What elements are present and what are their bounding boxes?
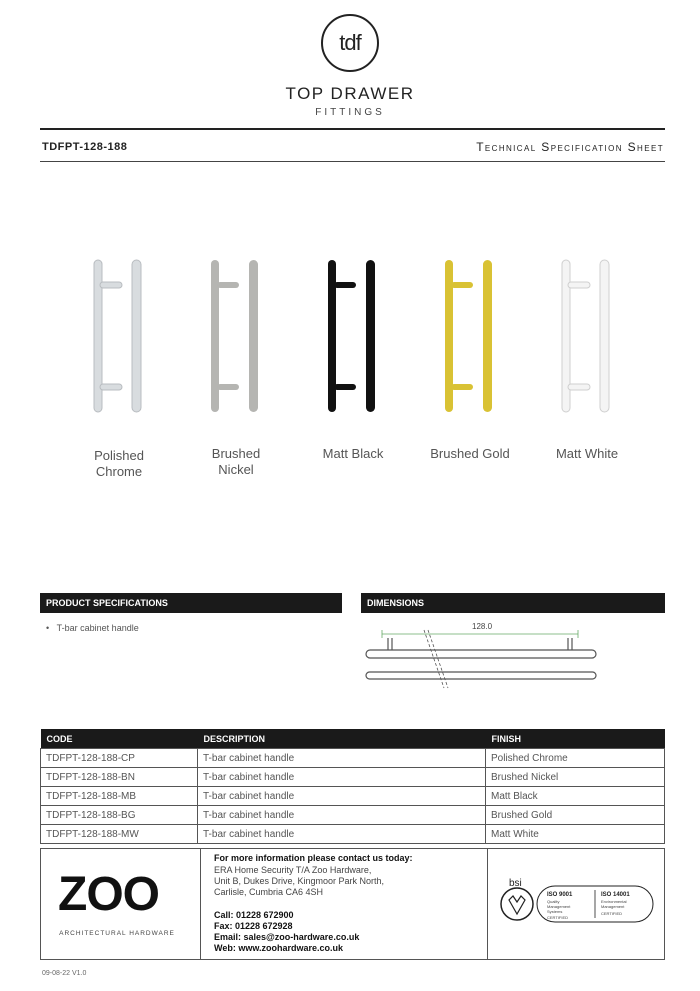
table-row <box>41 787 665 806</box>
cell-description: T-bar cabinet handle <box>198 787 486 806</box>
cell-description: T-bar cabinet handle <box>198 749 486 768</box>
cell-finish: Brushed Gold <box>486 806 665 825</box>
table-row <box>41 806 665 825</box>
header-code: CODE <box>41 729 198 749</box>
spec-item: • T-bar cabinet handle <box>46 623 139 633</box>
finish-label-polished-chrome: Polished Chrome <box>94 448 144 479</box>
sheet-title: Technical Specification Sheet <box>476 140 664 154</box>
finish-label-matt-white: Matt White <box>555 446 619 461</box>
svg-text:Environmental: Environmental <box>601 899 627 904</box>
cell-finish: Matt Black <box>486 787 665 806</box>
svg-text:ISO 14001: ISO 14001 <box>601 892 630 898</box>
svg-text:Management: Management <box>601 904 625 909</box>
table-row <box>41 768 665 787</box>
svg-text:Management: Management <box>547 904 571 909</box>
cell-code: TDFPT-128-188-MB <box>41 787 198 806</box>
handle-image-matt-white <box>556 256 616 416</box>
footer-divider <box>487 848 488 960</box>
cell-code: TDFPT-128-188-CP <box>41 749 198 768</box>
brand-name: TOP DRAWER <box>285 84 415 103</box>
dimensions-header: DIMENSIONS <box>361 593 665 613</box>
svg-text:CERTIFIED: CERTIFIED <box>601 911 623 916</box>
cell-finish: Brushed Nickel <box>486 768 665 787</box>
finish-label-brushed-gold: Brushed Gold <box>430 446 510 461</box>
svg-text:ISO 9001: ISO 9001 <box>547 892 573 898</box>
contact-email[interactable]: Email: sales@zoo-hardware.co.uk <box>214 932 360 942</box>
dimension-value: 128.0 <box>472 622 493 631</box>
cell-finish: Matt White <box>486 825 665 844</box>
cell-description: T-bar cabinet handle <box>198 768 486 787</box>
handle-image-matt-black <box>322 256 382 416</box>
product-code: TDFPT-128-188 <box>42 141 128 153</box>
contact-address-1: ERA Home Security T/A Zoo Hardware, <box>214 865 372 875</box>
certification-marks <box>497 872 657 932</box>
table-row <box>41 825 665 844</box>
svg-text:Quality: Quality <box>547 899 560 904</box>
product-specs-header: PRODUCT SPECIFICATIONS <box>40 593 342 613</box>
contact-heading: For more information please contact us today: <box>214 853 413 863</box>
svg-text:Systems: Systems <box>547 909 563 914</box>
dimensions-drawing <box>362 616 602 696</box>
table-header-row <box>41 729 665 749</box>
header-description: DESCRIPTION <box>198 729 486 749</box>
handle-bar-top <box>366 672 596 679</box>
bsi-label: bsi <box>509 878 522 889</box>
header-rule-top <box>40 128 665 130</box>
cell-description: T-bar cabinet handle <box>198 806 486 825</box>
handle-bar-side <box>366 650 596 658</box>
finish-label-matt-black: Matt Black <box>322 446 384 461</box>
version-label: 09-08-22 V1.0 <box>42 970 87 977</box>
contact-fax: Fax: 01228 672928 <box>214 921 293 931</box>
cell-finish: Polished Chrome <box>486 749 665 768</box>
tdf-logo-text: tdf <box>339 30 361 55</box>
handle-image-brushed-gold <box>439 256 499 416</box>
contact-address-3: Carlisle, Cumbria CA6 4SH <box>214 887 324 897</box>
zoo-logo: ZOO <box>58 868 159 921</box>
cell-code: TDFPT-128-188-BG <box>41 806 198 825</box>
tdf-logo <box>321 14 379 72</box>
contact-call: Call: 01228 672900 <box>214 910 294 920</box>
brand-subtitle: FITTINGS <box>315 107 385 118</box>
cell-code: TDFPT-128-188-BN <box>41 768 198 787</box>
finish-label-brushed-nickel: Brushed Nickel <box>211 446 261 477</box>
header-rule-bottom <box>40 161 665 162</box>
footer-divider <box>200 848 201 960</box>
spec-table <box>40 729 665 844</box>
svg-text:CERTIFIED: CERTIFIED <box>547 915 569 920</box>
contact-web[interactable]: Web: www.zoohardware.co.uk <box>214 943 344 953</box>
handle-image-polished-chrome <box>88 256 148 416</box>
header-finish: FINISH <box>486 729 665 749</box>
cell-description: T-bar cabinet handle <box>198 825 486 844</box>
table-row <box>41 749 665 768</box>
contact-address-2: Unit B, Dukes Drive, Kingmoor Park North, <box>214 876 385 886</box>
handle-image-brushed-nickel <box>205 256 265 416</box>
zoo-logo-subtitle: ARCHITECTURAL HARDWARE <box>59 930 175 937</box>
cell-code: TDFPT-128-188-MW <box>41 825 198 844</box>
